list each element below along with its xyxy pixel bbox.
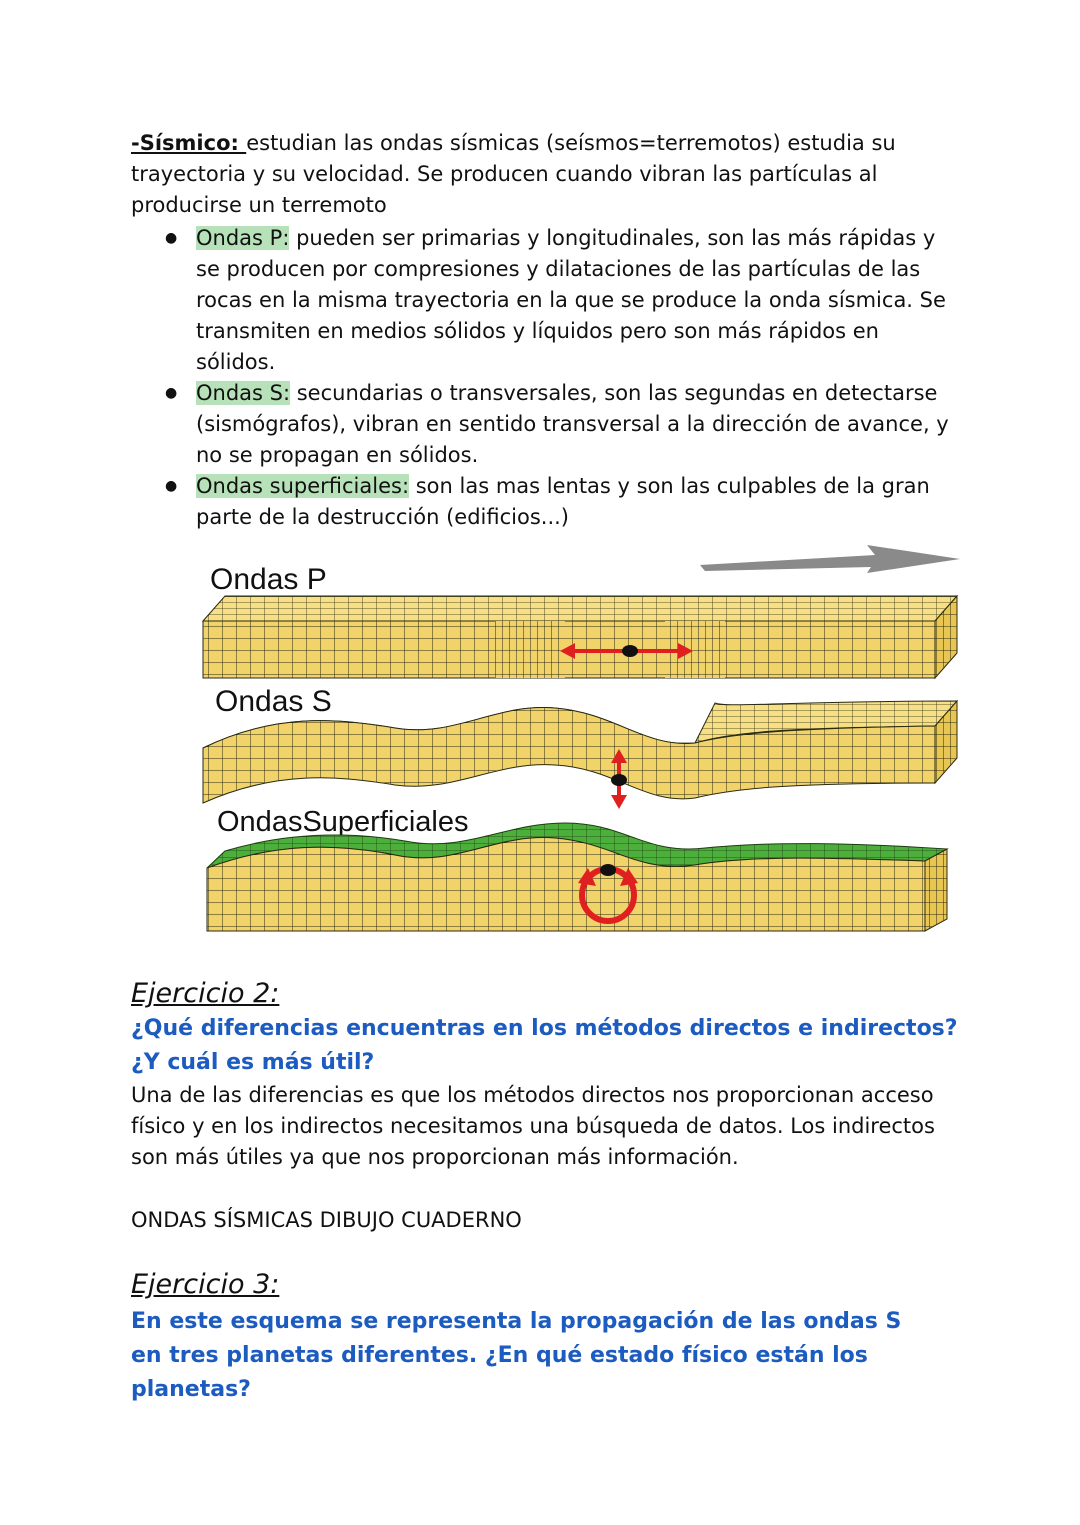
list-item [131,471,961,533]
ejercicio2-title: Ejercicio 2: [131,978,280,1009]
ejercicio3-title: Ejercicio 3: [131,1269,280,1300]
label-ondas-s: Ondas S [215,685,332,718]
sismico-paragraph [131,128,961,221]
bullet-term-p: Ondas P: [196,226,290,250]
bullet-term-s: Ondas S: [196,381,291,405]
wave-types-list [131,223,961,533]
bullet-text-s: secundarias o transversales, son las segundas en detectarse (sismógrafos), vibran en sentido transversal a la dirección de avance, y no se propagan en sólidos. [196,381,949,467]
p-wave-block-top [203,596,957,621]
ejercicio2-question: ¿Qué diferencias encuentras en los métodos directos e indirectos? ¿Y cuál es más útil? [131,1016,958,1075]
list-item [131,223,961,378]
sismico-label: -Sísmico: [131,131,247,155]
label-ondas-p: Ondas P [210,563,327,596]
sismico-text: estudian las ondas sísmicas (seísmos=terremotos) estudia su trayectoria y su velocidad. Se producen cuando vibran las partículas al producirse un terremoto [131,131,896,217]
ejercicio3-question: En este esquema se representa la propagación de las ondas S en tres planetas diferentes. ¿En qué estado físico están los planetas? [131,1309,902,1402]
seismic-waves-figure [195,543,965,938]
bullet-text-p: pueden ser primarias y longitudinales, son las más rápidas y se producen por compresiones y dilataciones de las partículas de las rocas en la misma trayectoria en la que se produce la onda sísmica. Se transmiten en medios sólidos y líquidos pero son más rápidos en sólidos. [196,226,946,374]
surface-wave-side [925,849,947,931]
note-text: ONDAS SÍSMICAS DIBUJO CUADERNO [131,1208,522,1232]
label-ondas-superficiales: OndasSuperficiales [217,806,469,838]
list-item [131,378,961,471]
ejercicio2-answer: Una de las diferencias es que los métodos directos nos proporcionan acceso físico y en los indirectos necesitamos una búsqueda de datos. Los indirectos son más útiles ya que nos proporcionan más información. [131,1083,935,1169]
bullet-term-surface: Ondas superficiales: [196,474,410,498]
direction-arrow-icon [700,545,960,573]
bullet-text-surface: son las mas lentas y son las culpables de la gran parte de la destrucción (edificios...) [196,474,930,529]
p-wave-compression-zone [495,621,565,678]
